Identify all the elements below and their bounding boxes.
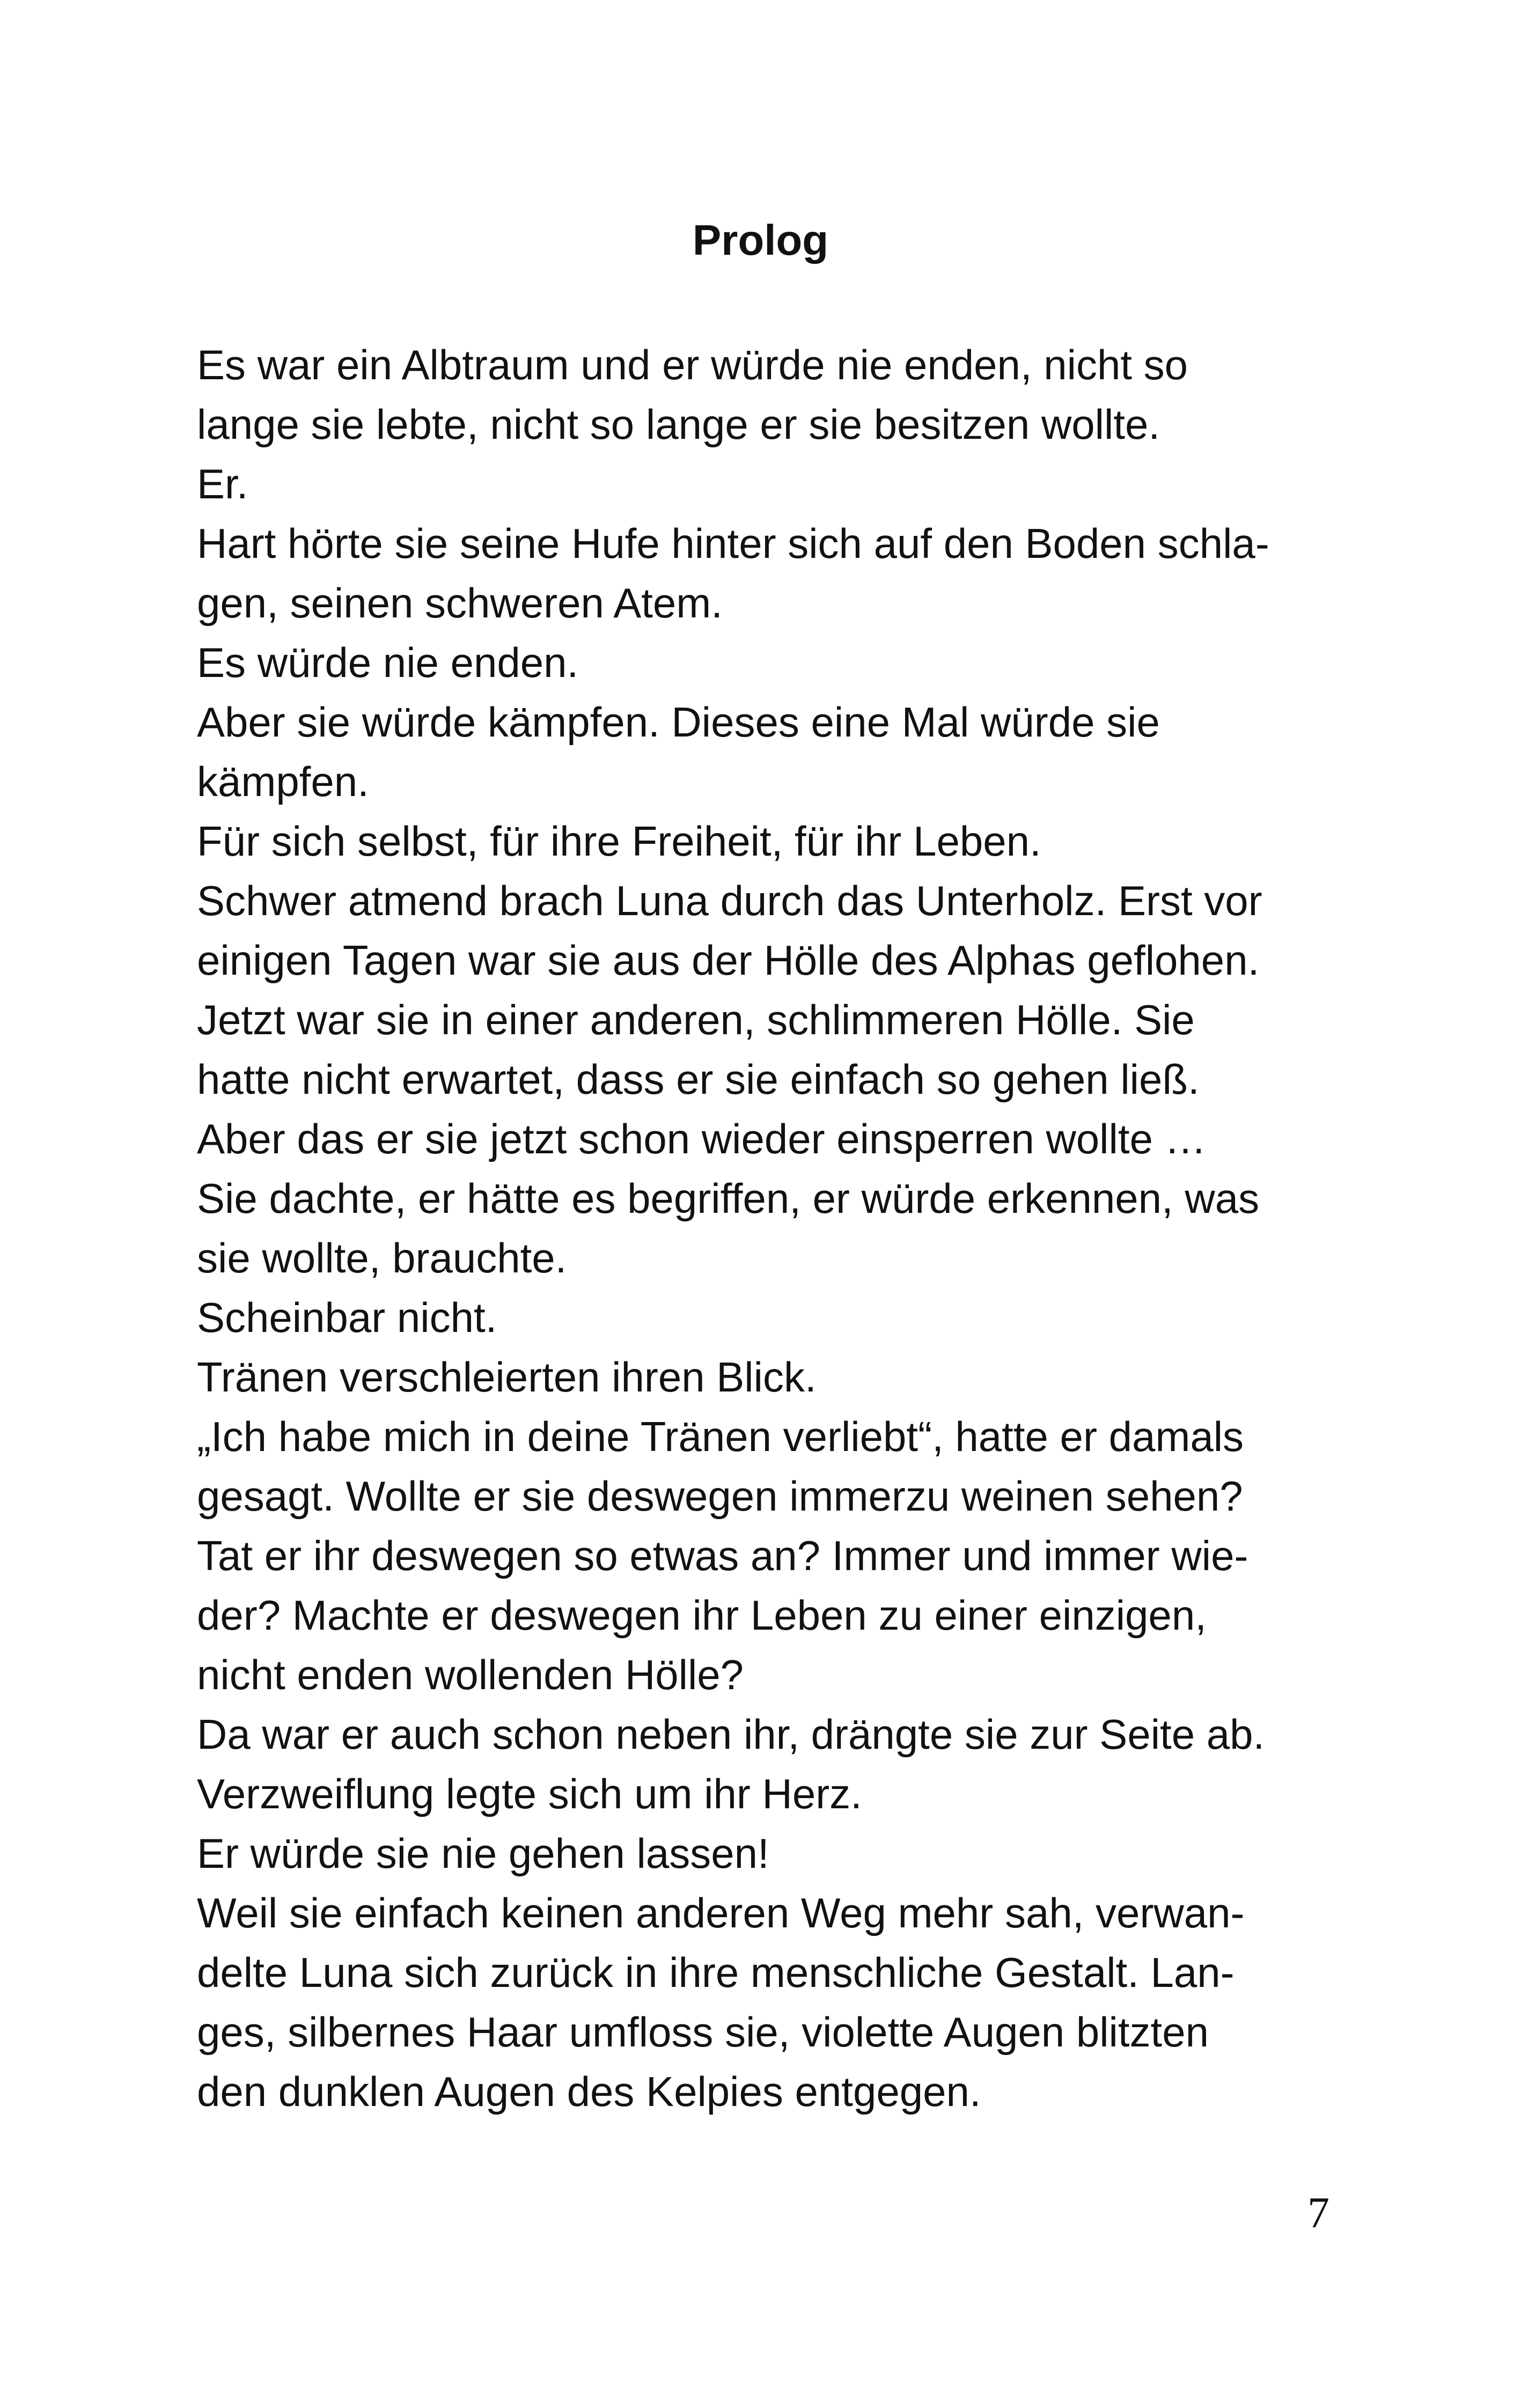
text-line: Es war ein Albtraum und er würde nie enden, nicht so [197,341,1188,388]
text-line: ges, silbernes Haar umfloss sie, violette Augen blitzten [197,2008,1209,2056]
text-line: „Ich habe mich in deine Tränen verliebt“, hatte er damals [197,1413,1244,1460]
text-line: Scheinbar nicht. [197,1294,497,1341]
text-line: Sie dachte, er hätte es begriffen, er würde erkennen, was [197,1175,1260,1222]
text-line: Er. [197,460,248,507]
text-line: den dunklen Augen des Kelpies entgegen. [197,2068,981,2115]
text-line: Aber sie würde kämpfen. Dieses eine Mal würde sie [197,698,1160,746]
text-line: gesagt. Wollte er sie deswegen immerzu weinen sehen? [197,1472,1243,1520]
text-line: hatte nicht erwartet, dass er sie einfach so gehen ließ. [197,1056,1200,1103]
text-line: kämpfen. [197,758,369,805]
text-line: der? Machte er deswegen ihr Leben zu einer einzigen, [197,1592,1207,1639]
text-line: Es würde nie enden. [197,639,579,686]
text-line: Tat er ihr deswegen so etwas an? Immer und immer wie- [197,1532,1248,1579]
text-line: nicht enden wollenden Hölle? [197,1651,744,1698]
text-line: Für sich selbst, für ihre Freiheit, für ihr Leben. [197,818,1041,865]
text-line: delte Luna sich zurück in ihre menschliche Gestalt. Lan- [197,1949,1235,1996]
text-line: Schwer atmend brach Luna durch das Unterholz. Erst vor [197,877,1262,924]
text-line: Da war er auch schon neben ihr, drängte sie zur Seite ab. [197,1711,1265,1758]
text-line: Hart hörte sie seine Hufe hinter sich auf den Boden schla- [197,520,1269,567]
text-line: gen, seinen schweren Atem. [197,579,723,627]
page-number: 7 [1307,2188,1329,2237]
body-text [197,335,1366,2122]
text-line: einigen Tagen war sie aus der Hölle des Alphas geflohen. [197,937,1260,984]
text-line: lange sie lebte, nicht so lange er sie besitzen wollte. [197,401,1160,448]
text-line: sie wollte, brauchte. [197,1234,567,1282]
text-line: Verzweiflung legte sich um ihr Herz. [197,1770,862,1817]
text-line: Tränen verschleierten ihren Blick. [197,1353,817,1401]
text-line: Weil sie einfach keinen anderen Weg mehr sah, verwan- [197,1889,1245,1936]
text-line: Er würde sie nie gehen lassen! [197,1830,769,1877]
chapter-title: Prolog [692,216,829,264]
text-line: Aber das er sie jetzt schon wieder einsperren wollte … [197,1115,1207,1162]
text-line: Jetzt war sie in einer anderen, schlimmeren Hölle. Sie [197,996,1195,1043]
